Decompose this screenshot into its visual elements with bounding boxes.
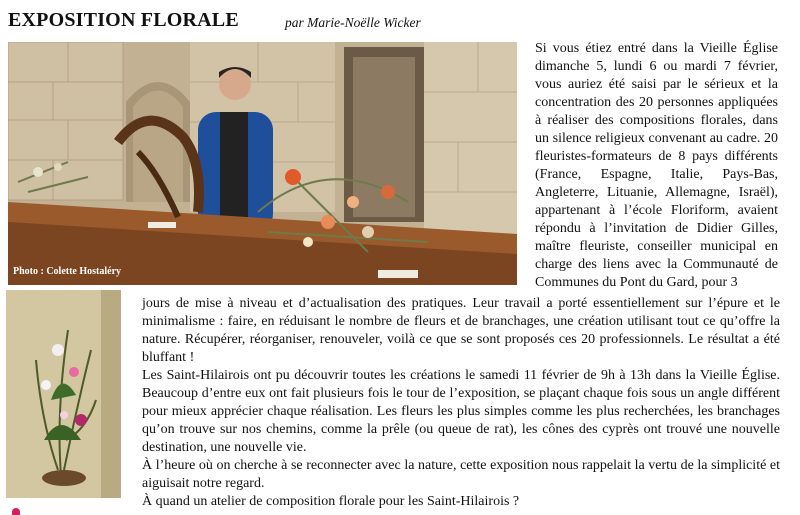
floral-arrangement-illustration xyxy=(6,290,121,498)
exhibition-photo xyxy=(8,42,517,285)
article-paragraph: À l’heure où on cherche à se reconnecter avec la nature, cette exposition nous rappelait la vertu de la simplicité et aiguisait notre regard. xyxy=(142,458,780,491)
floral-arrangement-photo xyxy=(6,290,121,498)
church-interior-illustration xyxy=(8,42,517,285)
photo-credit: Photo : Colette Hostaléry xyxy=(13,266,122,277)
article-column-text: Si vous étiez entré dans la Vieille Église dimanche 5, lundi 6 ou mardi 7 février, vous auriez été saisi par le sérieux et la concentration des 20 personnes appliquées à réaliser des compositions florales, dans un silence religieux convenant au cadre. 20 fleuristes-formateurs de 8 pays différents (France, Espagne, Italie, Pays-Bas, Angleterre, Lituanie, Allemagne, Israël), appartenant à l’école Floriform, avaient répondu à l’invitation de Didier Gilles, maître fleuriste, conseiller municipal en charge des liens avec la Communauté de Communes du Pont du Gard, pour 3 xyxy=(535,41,778,290)
article-title: EXPOSITION FLORALE xyxy=(8,9,239,31)
article-byline: par Marie-Noëlle Wicker xyxy=(285,15,421,30)
article-paragraph: jours de mise à niveau et d’actualisation des pratiques. Leur travail a porté essentiellement sur l’épure et le minimalisme : faire, en réduisant le nombre de fleurs et de branchages, une création utilisant tout ce qu’offre la nature. Récupérer, réorganiser, renouveler, voilà ce que se sont proposés ces 20 professionnels. Le résultat a été bluffant ! xyxy=(142,296,780,365)
article-body xyxy=(142,295,780,511)
page-mark-decoration xyxy=(12,508,20,515)
article-paragraph: À quand un atelier de composition florale pour les Saint-Hilairois ? xyxy=(142,494,520,509)
article-paragraph: Les Saint-Hilairois ont pu découvrir toutes les créations le samedi 11 février de 9h à 13h dans la Vieille Église. Beaucoup d’entre eux ont fait plusieurs fois le tour de l’exposition, se plaçant chaque fois sous un angle différent pour mieux apprécier chaque réalisation. Les fleurs les plus simples comme les plus recherchées, les branchages qu’on trouve sur nos chemins, comme la prêle (ou queue de rat), les cônes des cyprès ont trouvé une nouvelle destination, une nouvelle vie. xyxy=(142,368,780,455)
